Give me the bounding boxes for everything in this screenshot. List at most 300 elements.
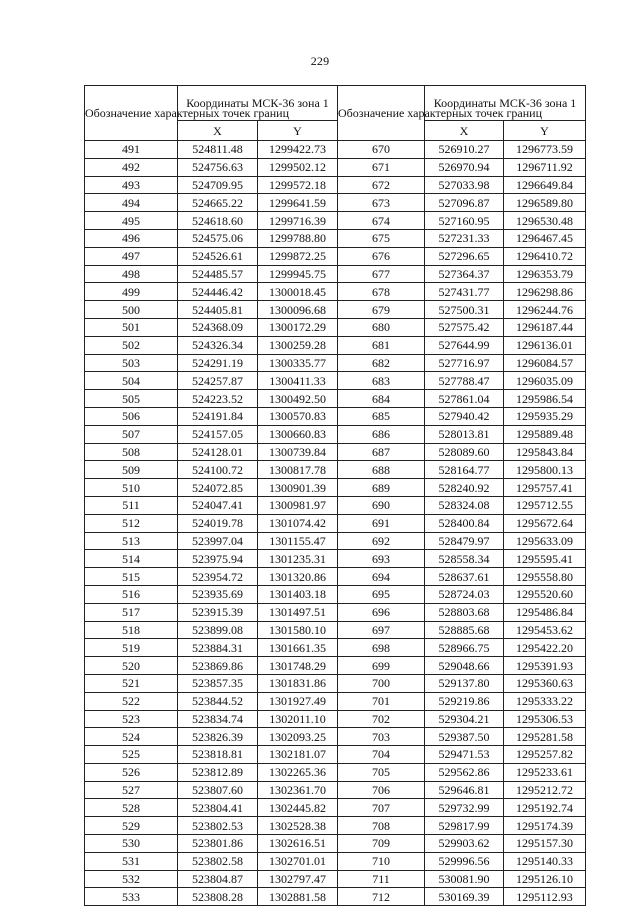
point-id-left: 514 [85, 550, 178, 568]
y-coord-left: 1300817.78 [258, 461, 338, 479]
x-coord-left: 524291.19 [178, 354, 258, 372]
x-coord-left: 524575.06 [178, 229, 258, 247]
x-coord-left: 524100.72 [178, 461, 258, 479]
y-coord-right: 1296711.92 [504, 158, 586, 176]
table-row [85, 372, 586, 390]
x-coord-left: 524405.81 [178, 301, 258, 319]
point-id-left: 502 [85, 336, 178, 354]
x-coord-right: 527500.31 [425, 301, 504, 319]
y-coord-right: 1295360.63 [504, 674, 586, 692]
point-id-left: 517 [85, 603, 178, 621]
y-coord-right: 1295257.82 [504, 746, 586, 764]
y-coord-right: 1295333.22 [504, 692, 586, 710]
x-coord-right: 527296.65 [425, 247, 504, 265]
table-row [85, 621, 586, 639]
table-row [85, 158, 586, 176]
x-coord-left: 524257.87 [178, 372, 258, 390]
y-coord-right: 1296035.09 [504, 372, 586, 390]
x-coord-left: 524326.34 [178, 336, 258, 354]
x-coord-left: 523954.72 [178, 568, 258, 586]
x-coord-left: 523844.52 [178, 692, 258, 710]
x-coord-right: 529219.86 [425, 692, 504, 710]
table-row [85, 354, 586, 372]
point-id-left: 529 [85, 817, 178, 835]
table-row [85, 318, 586, 336]
x-coord-right: 528324.08 [425, 496, 504, 514]
y-coord-left: 1299872.25 [258, 247, 338, 265]
x-coord-left: 524157.05 [178, 425, 258, 443]
y-coord-left: 1302616.51 [258, 835, 338, 853]
x-coord-left: 523915.39 [178, 603, 258, 621]
point-id-left: 518 [85, 621, 178, 639]
y-coord-right: 1295112.93 [504, 888, 586, 906]
point-id-right: 674 [338, 212, 425, 230]
point-id-left: 494 [85, 194, 178, 212]
table-row [85, 390, 586, 408]
point-label-header-left: Обозначение характерных точек границ [85, 86, 178, 141]
table-row [85, 817, 586, 835]
coordinates-table [84, 85, 586, 906]
point-id-left: 498 [85, 265, 178, 283]
y-coord-right: 1296136.01 [504, 336, 586, 354]
x-coord-right: 529817.99 [425, 817, 504, 835]
x-coord-right: 530081.90 [425, 870, 504, 888]
y-coord-right: 1295486.84 [504, 603, 586, 621]
point-id-right: 682 [338, 354, 425, 372]
x-coord-right: 530169.39 [425, 888, 504, 906]
x-coord-left: 524811.48 [178, 141, 258, 159]
x-coord-left: 524047.41 [178, 496, 258, 514]
x-coord-left: 523812.89 [178, 763, 258, 781]
y-coord-left: 1302093.25 [258, 728, 338, 746]
table-row [85, 710, 586, 728]
y-coord-left: 1300259.28 [258, 336, 338, 354]
point-id-right: 688 [338, 461, 425, 479]
y-coord-right: 1295453.62 [504, 621, 586, 639]
x-coord-right: 528803.68 [425, 603, 504, 621]
x-coord-left: 524128.01 [178, 443, 258, 461]
x-coord-left: 523997.04 [178, 532, 258, 550]
point-id-left: 528 [85, 799, 178, 817]
point-id-right: 707 [338, 799, 425, 817]
point-id-right: 670 [338, 141, 425, 159]
y-coord-right: 1296773.59 [504, 141, 586, 159]
point-id-left: 493 [85, 176, 178, 194]
point-id-right: 693 [338, 550, 425, 568]
y-coord-right: 1295558.80 [504, 568, 586, 586]
table-row [85, 781, 586, 799]
point-id-right: 696 [338, 603, 425, 621]
table-row [85, 283, 586, 301]
point-id-right: 672 [338, 176, 425, 194]
y-coord-right: 1295800.13 [504, 461, 586, 479]
table-row [85, 657, 586, 675]
y-coord-right: 1296410.72 [504, 247, 586, 265]
x-coord-left: 524526.61 [178, 247, 258, 265]
point-id-left: 531 [85, 852, 178, 870]
point-id-left: 496 [85, 229, 178, 247]
y-coord-right: 1295520.60 [504, 585, 586, 603]
x-coord-left: 524019.78 [178, 514, 258, 532]
x-coord-right: 526910.27 [425, 141, 504, 159]
x-coord-right: 528558.34 [425, 550, 504, 568]
y-coord-left: 1299641.59 [258, 194, 338, 212]
x-coord-right: 527788.47 [425, 372, 504, 390]
point-id-right: 704 [338, 746, 425, 764]
table-row [85, 336, 586, 354]
point-id-left: 491 [85, 141, 178, 159]
y-coord-left: 1301403.18 [258, 585, 338, 603]
point-id-right: 700 [338, 674, 425, 692]
y-coord-right: 1295126.10 [504, 870, 586, 888]
point-id-left: 506 [85, 407, 178, 425]
y-coord-left: 1301831.86 [258, 674, 338, 692]
x-coord-right: 528479.97 [425, 532, 504, 550]
point-id-left: 507 [85, 425, 178, 443]
table-row [85, 212, 586, 230]
point-id-right: 685 [338, 407, 425, 425]
x-coord-right: 529996.56 [425, 852, 504, 870]
y-coord-left: 1301661.35 [258, 639, 338, 657]
y-coord-right: 1296244.76 [504, 301, 586, 319]
point-id-right: 680 [338, 318, 425, 336]
y-coord-right: 1295174.39 [504, 817, 586, 835]
x-coord-left: 523884.31 [178, 639, 258, 657]
x-coord-left: 524368.09 [178, 318, 258, 336]
table-row [85, 870, 586, 888]
point-id-left: 522 [85, 692, 178, 710]
x-coord-right: 529048.66 [425, 657, 504, 675]
y-coord-left: 1300018.45 [258, 283, 338, 301]
x-coord-left: 523834.74 [178, 710, 258, 728]
x-coord-right: 528089.60 [425, 443, 504, 461]
point-id-left: 520 [85, 657, 178, 675]
point-id-left: 500 [85, 301, 178, 319]
y-coord-right: 1295212.72 [504, 781, 586, 799]
point-id-right: 679 [338, 301, 425, 319]
x-header-left: X [178, 121, 258, 141]
x-coord-right: 527033.98 [425, 176, 504, 194]
x-coord-left: 523899.08 [178, 621, 258, 639]
table-row [85, 746, 586, 764]
table-header [85, 86, 586, 141]
point-id-left: 503 [85, 354, 178, 372]
y-coord-left: 1301320.86 [258, 568, 338, 586]
y-coord-right: 1295140.33 [504, 852, 586, 870]
table-row [85, 425, 586, 443]
y-coord-left: 1302361.70 [258, 781, 338, 799]
point-id-left: 499 [85, 283, 178, 301]
table-row [85, 674, 586, 692]
table-row [85, 496, 586, 514]
point-id-left: 525 [85, 746, 178, 764]
y-coord-right: 1295192.74 [504, 799, 586, 817]
y-coord-left: 1302181.07 [258, 746, 338, 764]
table-row [85, 852, 586, 870]
point-id-right: 706 [338, 781, 425, 799]
y-coord-left: 1299945.75 [258, 265, 338, 283]
point-id-right: 687 [338, 443, 425, 461]
table-row [85, 247, 586, 265]
x-coord-left: 523804.41 [178, 799, 258, 817]
y-coord-right: 1296298.86 [504, 283, 586, 301]
table-row [85, 301, 586, 319]
x-coord-right: 529732.99 [425, 799, 504, 817]
x-coord-right: 527431.77 [425, 283, 504, 301]
point-id-left: 505 [85, 390, 178, 408]
y-coord-right: 1296467.45 [504, 229, 586, 247]
point-id-right: 702 [338, 710, 425, 728]
point-id-right: 703 [338, 728, 425, 746]
point-id-left: 524 [85, 728, 178, 746]
x-coord-right: 527575.42 [425, 318, 504, 336]
point-id-left: 509 [85, 461, 178, 479]
table-row [85, 639, 586, 657]
table-row [85, 728, 586, 746]
y-coord-left: 1302011.10 [258, 710, 338, 728]
y-coord-left: 1300492.50 [258, 390, 338, 408]
x-coord-left: 523857.35 [178, 674, 258, 692]
point-id-right: 705 [338, 763, 425, 781]
table-row [85, 479, 586, 497]
point-id-left: 495 [85, 212, 178, 230]
point-id-right: 675 [338, 229, 425, 247]
y-coord-left: 1301497.51 [258, 603, 338, 621]
point-id-left: 533 [85, 888, 178, 906]
table-row [85, 692, 586, 710]
point-id-left: 523 [85, 710, 178, 728]
x-coord-left: 523802.58 [178, 852, 258, 870]
x-coord-left: 523804.87 [178, 870, 258, 888]
y-coord-right: 1296187.44 [504, 318, 586, 336]
table-row [85, 176, 586, 194]
x-coord-left: 524618.60 [178, 212, 258, 230]
point-id-left: 527 [85, 781, 178, 799]
y-coord-right: 1295391.93 [504, 657, 586, 675]
y-coord-right: 1295935.29 [504, 407, 586, 425]
y-coord-right: 1295672.64 [504, 514, 586, 532]
table-row [85, 763, 586, 781]
y-coord-right: 1295843.84 [504, 443, 586, 461]
x-coord-right: 529471.53 [425, 746, 504, 764]
y-coord-left: 1300739.84 [258, 443, 338, 461]
y-coord-right: 1296530.48 [504, 212, 586, 230]
y-coord-left: 1299422.73 [258, 141, 338, 159]
table-row [85, 141, 586, 159]
point-id-left: 521 [85, 674, 178, 692]
x-coord-left: 524072.85 [178, 479, 258, 497]
y-coord-left: 1301074.42 [258, 514, 338, 532]
y-coord-left: 1300096.68 [258, 301, 338, 319]
point-id-right: 673 [338, 194, 425, 212]
table-row [85, 194, 586, 212]
point-id-right: 671 [338, 158, 425, 176]
y-coord-left: 1299716.39 [258, 212, 338, 230]
table-row [85, 835, 586, 853]
point-id-right: 710 [338, 852, 425, 870]
table-row [85, 461, 586, 479]
x-coord-right: 529562.86 [425, 763, 504, 781]
y-coord-right: 1296589.80 [504, 194, 586, 212]
point-id-right: 683 [338, 372, 425, 390]
point-id-right: 709 [338, 835, 425, 853]
x-coord-right: 529903.62 [425, 835, 504, 853]
x-coord-right: 528724.03 [425, 585, 504, 603]
x-coord-left: 524485.57 [178, 265, 258, 283]
y-coord-right: 1296649.84 [504, 176, 586, 194]
table-body [85, 141, 586, 906]
point-id-right: 684 [338, 390, 425, 408]
point-id-right: 699 [338, 657, 425, 675]
x-coord-left: 524446.42 [178, 283, 258, 301]
y-coord-left: 1299788.80 [258, 229, 338, 247]
x-coord-left: 523818.81 [178, 746, 258, 764]
y-coord-left: 1299572.18 [258, 176, 338, 194]
point-id-right: 694 [338, 568, 425, 586]
x-coord-left: 523935.69 [178, 585, 258, 603]
table-row [85, 532, 586, 550]
point-id-left: 530 [85, 835, 178, 853]
x-coord-right: 529387.50 [425, 728, 504, 746]
y-coord-left: 1300172.29 [258, 318, 338, 336]
point-id-right: 701 [338, 692, 425, 710]
y-coord-left: 1300901.39 [258, 479, 338, 497]
point-id-left: 511 [85, 496, 178, 514]
y-coord-right: 1295595.41 [504, 550, 586, 568]
y-coord-right: 1295757.41 [504, 479, 586, 497]
y-coord-right: 1295157.30 [504, 835, 586, 853]
point-id-left: 519 [85, 639, 178, 657]
y-coord-left: 1300660.83 [258, 425, 338, 443]
point-id-right: 678 [338, 283, 425, 301]
x-coord-right: 526970.94 [425, 158, 504, 176]
x-header-right: X [425, 121, 504, 141]
point-id-right: 712 [338, 888, 425, 906]
x-coord-right: 527364.37 [425, 265, 504, 283]
y-coord-left: 1302445.82 [258, 799, 338, 817]
x-coord-left: 523807.60 [178, 781, 258, 799]
x-coord-right: 528400.84 [425, 514, 504, 532]
x-coord-right: 528966.75 [425, 639, 504, 657]
x-coord-left: 523975.94 [178, 550, 258, 568]
y-coord-right: 1296084.57 [504, 354, 586, 372]
x-coord-left: 523801.86 [178, 835, 258, 853]
point-id-left: 501 [85, 318, 178, 336]
y-coord-right: 1295281.58 [504, 728, 586, 746]
y-coord-left: 1302265.36 [258, 763, 338, 781]
x-coord-right: 529646.81 [425, 781, 504, 799]
x-coord-right: 527096.87 [425, 194, 504, 212]
y-coord-left: 1301748.29 [258, 657, 338, 675]
x-coord-right: 528164.77 [425, 461, 504, 479]
x-coord-left: 523802.53 [178, 817, 258, 835]
x-coord-right: 528637.61 [425, 568, 504, 586]
point-id-right: 690 [338, 496, 425, 514]
point-id-left: 508 [85, 443, 178, 461]
table-row [85, 229, 586, 247]
point-id-left: 513 [85, 532, 178, 550]
point-id-right: 681 [338, 336, 425, 354]
x-coord-right: 528013.81 [425, 425, 504, 443]
point-id-left: 510 [85, 479, 178, 497]
x-coord-left: 524191.84 [178, 407, 258, 425]
x-coord-left: 523808.28 [178, 888, 258, 906]
x-coord-left: 524223.52 [178, 390, 258, 408]
point-id-right: 691 [338, 514, 425, 532]
x-coord-right: 528885.68 [425, 621, 504, 639]
x-coord-right: 527644.99 [425, 336, 504, 354]
point-id-right: 711 [338, 870, 425, 888]
y-coord-left: 1301580.10 [258, 621, 338, 639]
y-coord-left: 1302528.38 [258, 817, 338, 835]
table-row [85, 603, 586, 621]
x-coord-left: 523869.86 [178, 657, 258, 675]
x-coord-right: 527940.42 [425, 407, 504, 425]
table-row [85, 799, 586, 817]
y-header-right: Y [504, 121, 586, 141]
y-coord-left: 1300335.77 [258, 354, 338, 372]
x-coord-left: 524709.95 [178, 176, 258, 194]
x-coord-right: 528240.92 [425, 479, 504, 497]
x-coord-left: 523826.39 [178, 728, 258, 746]
table-row [85, 568, 586, 586]
y-coord-left: 1300411.33 [258, 372, 338, 390]
y-coord-left: 1302701.01 [258, 852, 338, 870]
point-id-right: 689 [338, 479, 425, 497]
point-id-right: 708 [338, 817, 425, 835]
y-coord-left: 1299502.12 [258, 158, 338, 176]
y-coord-right: 1295986.54 [504, 390, 586, 408]
point-id-left: 515 [85, 568, 178, 586]
y-coord-right: 1295233.61 [504, 763, 586, 781]
y-coord-right: 1295712.55 [504, 496, 586, 514]
x-coord-right: 527231.33 [425, 229, 504, 247]
y-coord-left: 1300981.97 [258, 496, 338, 514]
x-coord-right: 529137.80 [425, 674, 504, 692]
point-id-right: 676 [338, 247, 425, 265]
point-id-left: 512 [85, 514, 178, 532]
y-coord-left: 1302881.58 [258, 888, 338, 906]
point-id-right: 698 [338, 639, 425, 657]
x-coord-right: 529304.21 [425, 710, 504, 728]
x-coord-right: 527160.95 [425, 212, 504, 230]
point-id-left: 516 [85, 585, 178, 603]
table-row [85, 407, 586, 425]
table-row [85, 265, 586, 283]
y-coord-right: 1295306.53 [504, 710, 586, 728]
coords-label-header-right: Координаты МСК-36 зона 1 [425, 86, 586, 121]
point-id-left: 497 [85, 247, 178, 265]
y-coord-left: 1300570.83 [258, 407, 338, 425]
table-row [85, 514, 586, 532]
point-id-right: 686 [338, 425, 425, 443]
point-id-right: 695 [338, 585, 425, 603]
x-coord-left: 524665.22 [178, 194, 258, 212]
coords-label-header-left: Координаты МСК-36 зона 1 [178, 86, 338, 121]
y-coord-left: 1301927.49 [258, 692, 338, 710]
point-id-left: 492 [85, 158, 178, 176]
y-coord-left: 1301155.47 [258, 532, 338, 550]
point-id-right: 697 [338, 621, 425, 639]
y-header-left: Y [258, 121, 338, 141]
x-coord-left: 524756.63 [178, 158, 258, 176]
table-row [85, 888, 586, 906]
point-id-right: 677 [338, 265, 425, 283]
x-coord-right: 527716.97 [425, 354, 504, 372]
point-id-left: 504 [85, 372, 178, 390]
point-label-header-right: Обозначение характерных точек границ [338, 86, 425, 141]
point-id-left: 526 [85, 763, 178, 781]
